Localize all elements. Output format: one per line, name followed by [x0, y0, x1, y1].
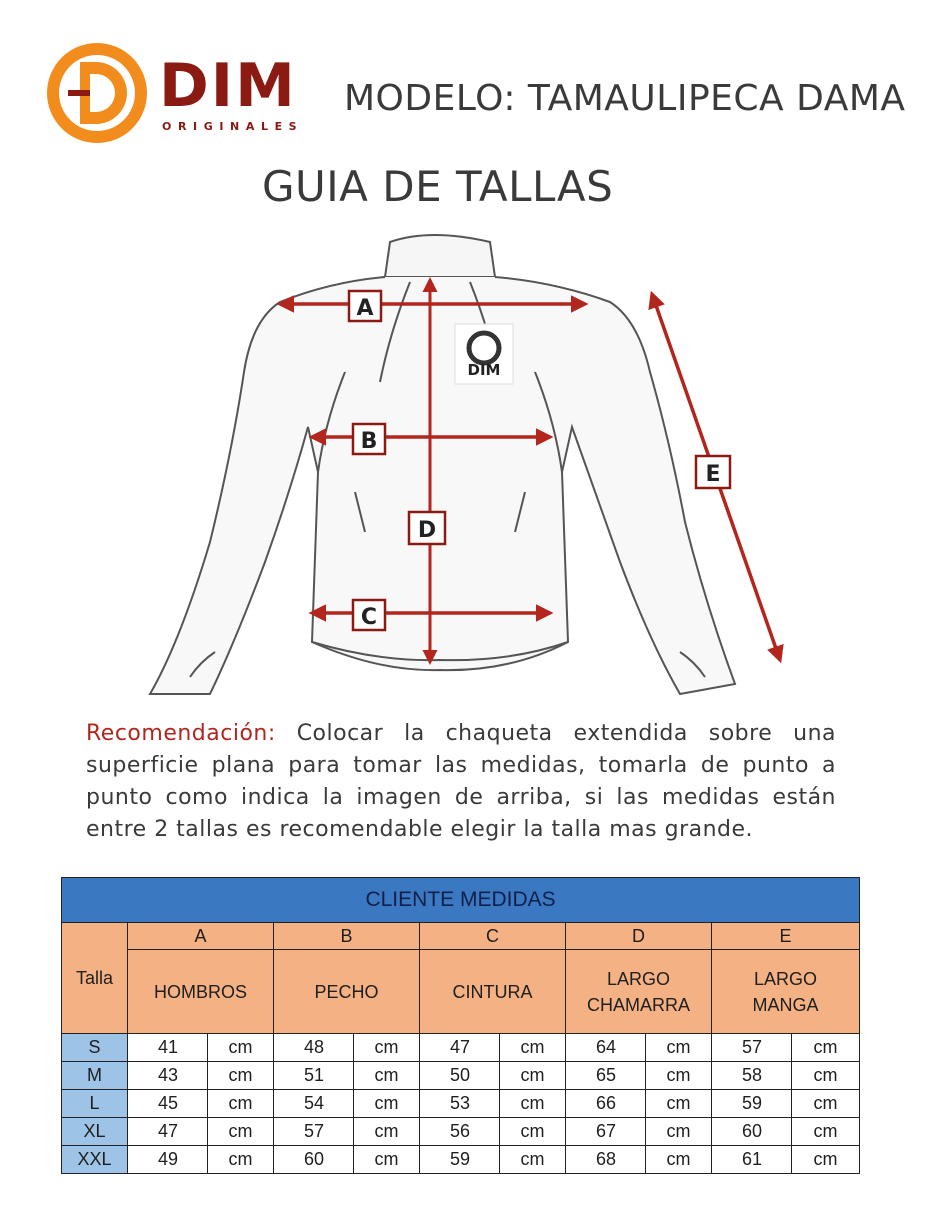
recommendation-text: Colocar la chaqueta extendida sobre una superficie plana para tomar las medidas, tomarla de punto a punto como indica la imagen de arriba, si las medidas están entre 2 tallas es recomendable elegir la talla mas grande. [86, 721, 836, 842]
unit-cell: cm [500, 1118, 566, 1146]
table-row [62, 1062, 860, 1090]
brand-tagline: ORIGINALES [162, 120, 304, 133]
unit-cell: cm [500, 1062, 566, 1090]
unit-cell: cm [792, 1118, 860, 1146]
value-cell: 50 [420, 1062, 500, 1090]
unit-cell: cm [792, 1146, 860, 1174]
col-name-e: LARGO MANGA [712, 950, 860, 1034]
unit-cell: cm [792, 1090, 860, 1118]
table-row [62, 1034, 860, 1062]
size-table [61, 877, 860, 1174]
col-letter-b: B [274, 923, 420, 950]
unit-cell: cm [646, 1090, 712, 1118]
value-cell: 68 [566, 1146, 646, 1174]
value-cell: 53 [420, 1090, 500, 1118]
value-cell: 60 [712, 1118, 792, 1146]
unit-cell: cm [208, 1062, 274, 1090]
brand-logo [44, 40, 314, 150]
value-cell: 60 [274, 1146, 354, 1174]
unit-cell: cm [354, 1118, 420, 1146]
watermark-text: DIM [467, 361, 501, 379]
value-cell: 67 [566, 1118, 646, 1146]
unit-cell: cm [792, 1062, 860, 1090]
unit-cell: cm [646, 1034, 712, 1062]
unit-cell: cm [208, 1034, 274, 1062]
value-cell: 54 [274, 1090, 354, 1118]
col-name-c: CINTURA [420, 950, 566, 1034]
guide-title: GUIA DE TALLAS [262, 162, 614, 211]
unit-cell: cm [646, 1062, 712, 1090]
recommendation-label: Recomendación: [86, 721, 276, 746]
value-cell: 66 [566, 1090, 646, 1118]
unit-cell: cm [646, 1118, 712, 1146]
jacket-diagram [140, 222, 800, 702]
marker-e: E [705, 462, 721, 487]
value-cell: 47 [128, 1118, 208, 1146]
value-cell: 57 [274, 1118, 354, 1146]
value-cell: 57 [712, 1034, 792, 1062]
value-cell: 43 [128, 1062, 208, 1090]
col-letter-d: D [566, 923, 712, 950]
value-cell: 56 [420, 1118, 500, 1146]
col-name-b: PECHO [274, 950, 420, 1034]
unit-cell: cm [354, 1034, 420, 1062]
size-header: Talla [62, 923, 128, 1034]
unit-cell: cm [208, 1090, 274, 1118]
table-row [62, 1090, 860, 1118]
unit-cell: cm [354, 1062, 420, 1090]
value-cell: 49 [128, 1146, 208, 1174]
value-cell: 65 [566, 1062, 646, 1090]
marker-a: A [356, 296, 374, 321]
unit-cell: cm [500, 1034, 566, 1062]
size-cell: L [62, 1090, 128, 1118]
brand-name: DIM [159, 51, 297, 121]
table-title: CLIENTE MEDIDAS [62, 878, 860, 923]
marker-b: B [360, 429, 378, 454]
table-row [62, 1146, 860, 1174]
value-cell: 58 [712, 1062, 792, 1090]
unit-cell: cm [646, 1146, 712, 1174]
unit-cell: cm [792, 1034, 860, 1062]
dim-logo-icon [44, 40, 150, 146]
value-cell: 64 [566, 1034, 646, 1062]
model-title: MODELO: TAMAULIPECA DAMA [344, 78, 906, 119]
value-cell: 51 [274, 1062, 354, 1090]
value-cell: 61 [712, 1146, 792, 1174]
value-cell: 45 [128, 1090, 208, 1118]
col-name-d: LARGO CHAMARRA [566, 950, 712, 1034]
col-letter-c: C [420, 923, 566, 950]
unit-cell: cm [500, 1090, 566, 1118]
value-cell: 47 [420, 1034, 500, 1062]
value-cell: 59 [420, 1146, 500, 1174]
unit-cell: cm [208, 1146, 274, 1174]
marker-d: D [417, 518, 437, 543]
unit-cell: cm [208, 1118, 274, 1146]
value-cell: 41 [128, 1034, 208, 1062]
col-name-a: HOMBROS [128, 950, 274, 1034]
value-cell: 48 [274, 1034, 354, 1062]
size-cell: S [62, 1034, 128, 1062]
unit-cell: cm [354, 1146, 420, 1174]
size-cell: XXL [62, 1146, 128, 1174]
unit-cell: cm [500, 1146, 566, 1174]
recommendation [86, 718, 836, 846]
size-cell: M [62, 1062, 128, 1090]
unit-cell: cm [354, 1090, 420, 1118]
table-row [62, 1118, 860, 1146]
col-letter-a: A [128, 923, 274, 950]
value-cell: 59 [712, 1090, 792, 1118]
marker-c: C [360, 605, 378, 630]
size-cell: XL [62, 1118, 128, 1146]
watermark-logo [455, 324, 513, 384]
col-letter-e: E [712, 923, 860, 950]
